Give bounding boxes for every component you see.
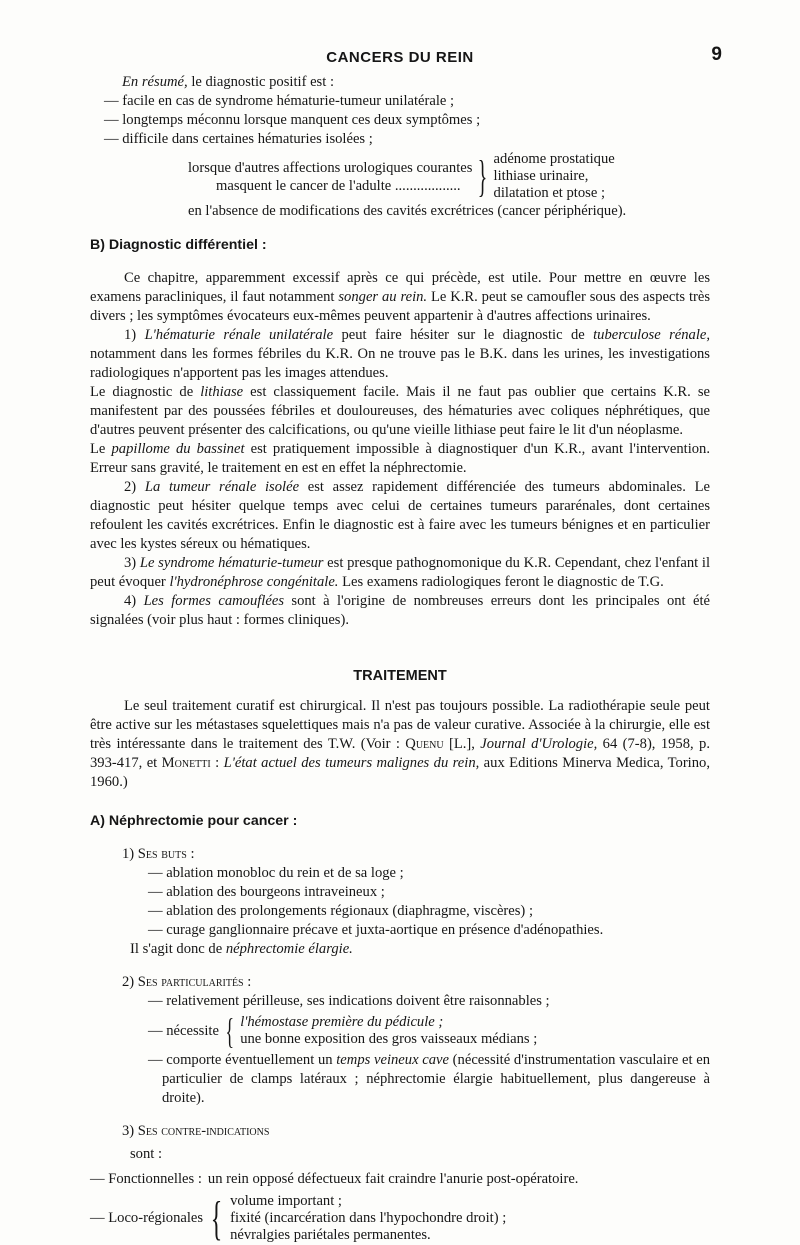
brace-left-line: masquent le cancer de l'adulte ..................: [216, 177, 461, 194]
text: est pratiquement impossible à diagnostiquer d'un K.R., avant l'intervention. Erreur sans gravité, le traitement en est en effet la néphrectomie.: [90, 441, 710, 476]
resume-items: [90, 92, 710, 149]
text: Les examens radiologiques feront le diagnostic de T.G.: [338, 574, 664, 590]
page-number: 9: [711, 44, 722, 65]
section-b-item-1: [90, 326, 710, 383]
resume-item: — longtemps méconnu lorsque manquent ces deux symptômes ;: [104, 112, 481, 128]
text: sont à l'origine de nombreuses erreurs dont les principales ont été signalées (voir plus haut : formes cliniques).: [90, 593, 711, 628]
running-title: CANCERS DU REIN: [326, 49, 474, 66]
resume-absence: en l'absence de modifications des cavités excrétrices (cancer périphérique).: [188, 203, 627, 219]
resume-lead: En résumé,: [122, 74, 188, 90]
left-brace-icon: {: [225, 1011, 234, 1051]
item-number: 1): [124, 327, 145, 343]
running-header: [0, 44, 800, 72]
section-b-item-4: [90, 592, 710, 630]
particularites-necessite: [148, 1011, 710, 1051]
left-brace-icon: {: [210, 1191, 223, 1245]
author-name: Monetti: [161, 755, 211, 771]
text: :: [210, 755, 224, 771]
brace-right-item: dilatation et ptose ;: [493, 185, 606, 201]
text: Le K.R. peut se camoufler sous des aspects très divers ; les symptômes évocateurs eux-mêmes peuvent appartenir à d'autres affections urinaires.: [90, 289, 711, 324]
brace-right-item: lithiase urinaire,: [493, 168, 589, 184]
text: notamment dans les formes fébriles du K.R. On ne trouve pas le B.K. dans les urines, les investigations radiologiques n'apportent pas les images attendues.: [90, 346, 710, 381]
necessite-item: l'hémostase première du pédicule ;: [240, 1014, 444, 1030]
text: Le seul traitement curatif est chirurgical. Il n'est pas toujours possible. La radiothérapie seule peut être active sur les métastases squelettiques mais n'a pas de valeur curative. Associée à la chirurgie, elle est très intéressante dans le traitement des T.W. (Voir :: [90, 698, 710, 752]
fonctionnelles-row: [90, 1170, 710, 1189]
buts-conclusion: [90, 940, 710, 959]
text-italic: L'état actuel des tumeurs malignes du rein,: [223, 755, 480, 771]
section-b-item-3: [90, 554, 710, 592]
necessite-list: [240, 1014, 537, 1048]
text-italic: La tumeur rénale isolée: [144, 479, 300, 495]
contre-indications-title: 3) Ses contre-indications: [122, 1123, 270, 1139]
resume-block: [90, 73, 710, 92]
text-italic: temps veineux cave: [336, 1052, 449, 1068]
right-brace-icon: }: [478, 151, 488, 201]
section-a-title: A) Néphrectomie pour cancer :: [90, 813, 298, 829]
section-b-item-1b: [90, 383, 710, 440]
traitement-title: TRAITEMENT: [353, 668, 447, 684]
text: — comporte éventuellement un: [148, 1052, 337, 1068]
text-italic: Journal d'Urologie,: [480, 736, 598, 752]
loco-regionales-label: — Loco-régionales: [90, 1210, 204, 1226]
text-italic: l'hydronéphrose congénitale.: [169, 574, 339, 590]
traitement-para: [90, 697, 710, 792]
buts-item: — ablation monobloc du rein et de sa loge ;: [148, 865, 404, 881]
contre-indications-sont: sont :: [130, 1146, 163, 1162]
particularites-list: [90, 992, 710, 1108]
particularites-title: 2) Ses particularités :: [122, 974, 252, 990]
text: Le diagnostic de: [90, 384, 201, 400]
author-name: Quenu: [405, 736, 444, 752]
text-italic: lithiase: [200, 384, 244, 400]
item-number: 2): [124, 479, 145, 495]
text-italic: néphrectomie élargie.: [225, 941, 353, 957]
fonctionnelles-text: un rein opposé défectueux fait craindre l'anurie post-opératoire.: [207, 1171, 579, 1187]
loco-item: fixité (incarcération dans l'hypochondre droit) ;: [230, 1210, 507, 1226]
text-italic: Les formes camouflées: [143, 593, 285, 609]
text: est classiquement facile. Mais il ne faut pas oublier que certains K.R. se manifestent par des poussées fébriles et douloureuses, des hématuries avec coliques néphrétiques, que d'autres peuvent présenter des calcifications, ou qu'une vieille lithiase peut faire le lit d'un néoplasme.: [90, 384, 710, 438]
text: Le: [90, 441, 112, 457]
loco-regionales-row: [90, 1193, 710, 1244]
section-b-item-1c: [90, 440, 710, 478]
text-italic: papillome du bassinet: [111, 441, 245, 457]
necessite-label: — nécessite: [148, 1022, 219, 1039]
particularites-item: [148, 1051, 710, 1108]
buts-title: 1) Ses buts :: [122, 846, 195, 862]
text: (nécessité d'instrumentation vasculaire et en particulier de clamps latéraux ; néphrectomie élargie habituellement, plus dangereuse à droite).: [162, 1052, 710, 1106]
brace-right-item: adénome prostatique: [493, 151, 615, 167]
buts-list: [90, 864, 710, 940]
necessite-item: une bonne exposition des gros vaisseaux médians ;: [240, 1031, 538, 1047]
loco-item: volume important ;: [230, 1193, 342, 1209]
text: Ce chapitre, apparemment excessif après ce qui précède, est utile. Pour mettre en œuvre les examens paracliniques, il faut notamment: [90, 270, 710, 305]
brace-left-text: [188, 159, 472, 195]
text: est assez rapidement différenciée des tumeurs abdominales. Le diagnostic peut hésiter quelque temps avec celui de certaines tumeurs pararénales, dont certaines refoulent les cavités excrétrices. Enfin le diagnostic est à faire avec les tumeurs bénignes et en particulier avec les kystes séreux ou hématiques.: [90, 479, 710, 552]
resume-intro-rest: le diagnostic positif est :: [187, 74, 334, 90]
text: aux Editions Minerva Medica, Torino, 1960.): [90, 755, 710, 790]
fonctionnelles-label: — Fonctionnelles :: [90, 1171, 202, 1187]
page-body: [90, 73, 710, 1244]
text-italic: Le syndrome hématurie-tumeur: [139, 555, 324, 571]
buts-item: — curage ganglionnaire précave et juxta-aortique en présence d'adénopathies.: [148, 922, 604, 938]
text: peut faire hésiter sur le diagnostic de: [333, 327, 594, 343]
text-italic: L'hématurie rénale unilatérale: [144, 327, 334, 343]
particularites-item: — relativement périlleuse, ses indications doivent être raisonnables ;: [148, 993, 550, 1009]
text: est presque pathognomonique du K.R. Cependant, chez l'enfant il peut évoquer: [90, 555, 710, 590]
text: 64 (7-8), 1958, p. 393-417, et: [90, 736, 710, 771]
resume-item: — difficile dans certaines hématuries isolées ;: [104, 131, 373, 147]
item-number: 4): [124, 593, 144, 609]
item-number: 3): [124, 555, 140, 571]
buts-item: — ablation des bourgeons intraveineux ;: [148, 884, 385, 900]
resume-item: — facile en cas de syndrome hématurie-tumeur unilatérale ;: [104, 93, 455, 109]
section-b-para: [90, 269, 710, 326]
brace-right-list: [494, 151, 615, 202]
resume-intro: [122, 73, 710, 92]
text-italic: songer au rein.: [338, 289, 428, 305]
buts-item: — ablation des prolongements régionaux (diaphragme, viscères) ;: [148, 903, 533, 919]
resume-brace-block: [90, 151, 710, 202]
brace-left-line: lorsque d'autres affections urologiques courantes: [188, 159, 473, 176]
text: Il s'agit donc de: [130, 941, 226, 957]
section-b-item-2: [90, 478, 710, 554]
loco-item: névralgies pariétales permanentes.: [230, 1227, 431, 1243]
section-b-title: B) Diagnostic différentiel :: [90, 237, 267, 253]
loco-regionales-list: [230, 1193, 506, 1244]
text-italic: tuberculose rénale,: [593, 327, 710, 343]
text: [L.],: [443, 736, 481, 752]
